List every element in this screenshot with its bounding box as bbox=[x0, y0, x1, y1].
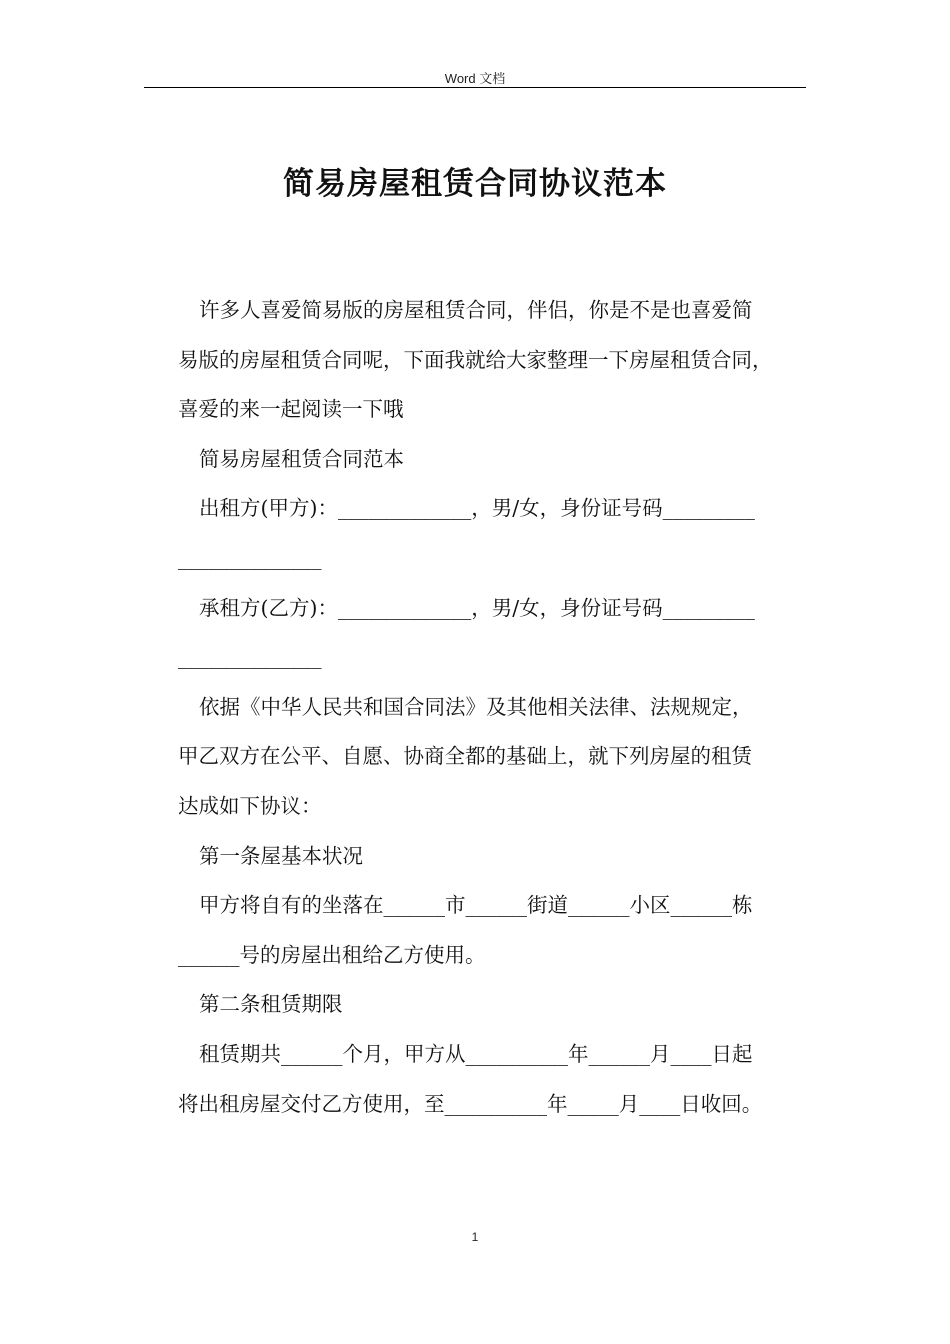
paragraph-line: 将出租房屋交付乙方使用，至__________年_____月____日收回。 bbox=[178, 1091, 763, 1116]
paragraph-line: ______号的房屋出租给乙方使用。 bbox=[178, 942, 486, 967]
article-heading: 第一条屋基本状况 bbox=[199, 843, 363, 868]
lessor-line: 出租方(甲方)：_____________，男/女，身份证号码_________ bbox=[199, 496, 755, 521]
article-heading: 第二条租赁期限 bbox=[199, 992, 343, 1017]
paragraph-line: 喜爱的来一起阅读一下哦 bbox=[178, 397, 404, 422]
paragraph-line: 依据《中华人民共和国合同法》及其他相关法律、法规规定， bbox=[199, 694, 753, 719]
section-heading: 简易房屋租赁合同范本 bbox=[199, 446, 404, 471]
lessee-line: 承租方(乙方)：_____________，男/女，身份证号码_________ bbox=[199, 595, 755, 620]
lessee-id-blank: ______________ bbox=[178, 645, 322, 670]
paragraph-line: 甲方将自有的坐落在______市______街道______小区______栋 bbox=[199, 893, 753, 918]
paragraph-line: 甲乙双方在公平、自愿、协商全都的基础上，就下列房屋的租赁 bbox=[178, 744, 752, 769]
page-number: 1 bbox=[471, 1230, 479, 1244]
document-title: 简易房屋租赁合同协议范本 bbox=[283, 166, 667, 202]
lessor-id-blank: ______________ bbox=[178, 545, 322, 570]
paragraph-line: 租赁期共______个月，甲方从__________年______月____日起 bbox=[199, 1041, 753, 1066]
header-label: Word 文档 bbox=[444, 71, 506, 86]
paragraph-line: 易版的房屋租赁合同呢，下面我就给大家整理一下房屋租赁合同， bbox=[178, 347, 773, 372]
paragraph-line: 达成如下协议： bbox=[178, 793, 322, 818]
paragraph-line: 许多人喜爱简易版的房屋租赁合同，伴侣，你是不是也喜爱简 bbox=[199, 298, 753, 322]
document-body bbox=[178, 293, 802, 1136]
header-divider bbox=[144, 87, 806, 88]
